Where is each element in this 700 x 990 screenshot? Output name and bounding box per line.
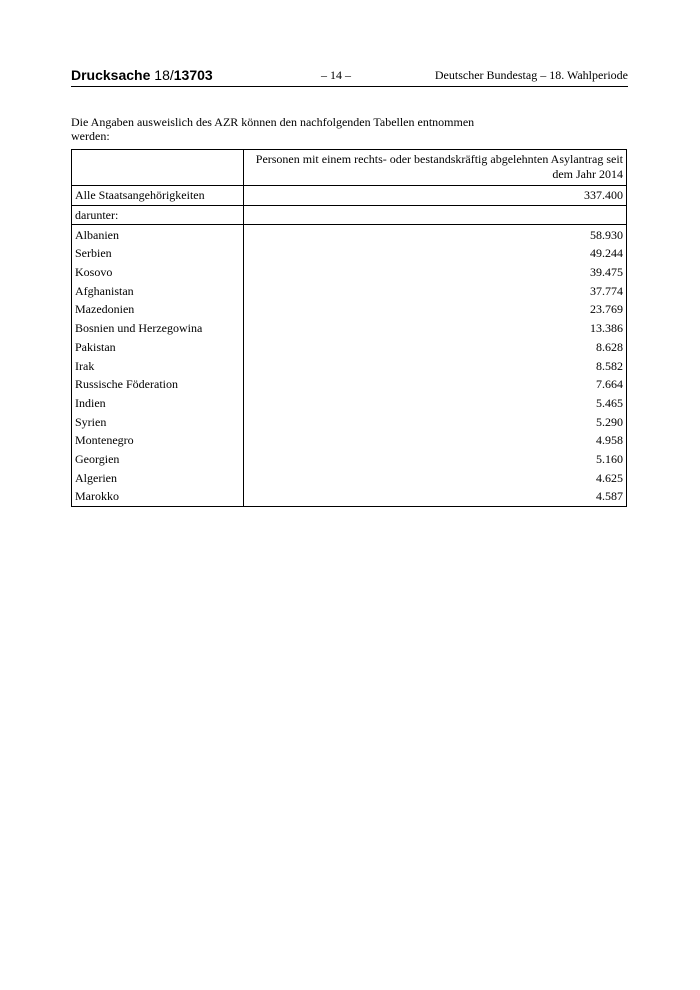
- table-row: [72, 356, 627, 375]
- table-row: [72, 412, 627, 431]
- country-value: 7.664: [244, 375, 627, 394]
- total-label: Alle Staatsangehörigkeiten: [72, 186, 244, 206]
- page-header: [71, 66, 628, 87]
- country-value: 8.582: [244, 356, 627, 375]
- country-value: 13.386: [244, 319, 627, 338]
- column-header: Personen mit einem rechts- oder bestandskräftig abgelehnten Asylantrag seit dem Jahr 2014: [244, 150, 627, 186]
- table-row: [72, 450, 627, 469]
- table-row: [72, 487, 627, 506]
- country-name: Afghanistan: [72, 281, 244, 300]
- table-row: [72, 394, 627, 413]
- country-name: Marokko: [72, 487, 244, 506]
- table-row: [72, 431, 627, 450]
- doc-type: Drucksache: [71, 67, 151, 83]
- table-header-row: [72, 150, 627, 186]
- subheader-row: [72, 205, 627, 225]
- country-value: 39.475: [244, 263, 627, 282]
- country-value: 4.587: [244, 487, 627, 506]
- country-value: 8.628: [244, 338, 627, 357]
- total-value: 337.400: [244, 186, 627, 206]
- country-name: Pakistan: [72, 338, 244, 357]
- country-name: Bosnien und Herzegowina: [72, 319, 244, 338]
- country-value: 4.625: [244, 468, 627, 487]
- table-row: [72, 244, 627, 263]
- country-value: 5.290: [244, 412, 627, 431]
- subheader-label: darunter:: [72, 205, 244, 225]
- table-row: [72, 338, 627, 357]
- country-value: 58.930: [244, 225, 627, 244]
- table-row: [72, 319, 627, 338]
- country-name: Indien: [72, 394, 244, 413]
- country-name: Kosovo: [72, 263, 244, 282]
- document-id: [71, 66, 213, 84]
- country-name: Algerien: [72, 468, 244, 487]
- country-name: Montenegro: [72, 431, 244, 450]
- total-row: [72, 186, 627, 206]
- country-value: 5.160: [244, 450, 627, 469]
- page-number: – 14 –: [321, 68, 351, 82]
- country-name: Syrien: [72, 412, 244, 431]
- country-name: Irak: [72, 356, 244, 375]
- table-row: [72, 225, 627, 244]
- publisher: Deutscher Bundestag – 18. Wahlperiode: [434, 68, 628, 82]
- intro-paragraph: Die Angaben ausweislich des AZR können den nachfolgenden Tabellen entnommen werden:: [71, 115, 475, 143]
- country-value: 37.774: [244, 281, 627, 300]
- country-value: 4.958: [244, 431, 627, 450]
- subheader-empty-cell: [244, 205, 627, 225]
- country-name: Albanien: [72, 225, 244, 244]
- country-name: Mazedonien: [72, 300, 244, 319]
- asylum-table: [71, 149, 627, 507]
- country-name: Georgien: [72, 450, 244, 469]
- table-row: [72, 263, 627, 282]
- header-empty-cell: [72, 150, 244, 186]
- country-name: Serbien: [72, 244, 244, 263]
- table-row: [72, 281, 627, 300]
- country-name: Russische Föderation: [72, 375, 244, 394]
- doc-number: 13703: [173, 67, 213, 83]
- table-row: [72, 468, 627, 487]
- doc-period: 18/: [154, 67, 174, 83]
- table-row: [72, 300, 627, 319]
- country-value: 49.244: [244, 244, 627, 263]
- table-row: [72, 375, 627, 394]
- country-value: 5.465: [244, 394, 627, 413]
- country-value: 23.769: [244, 300, 627, 319]
